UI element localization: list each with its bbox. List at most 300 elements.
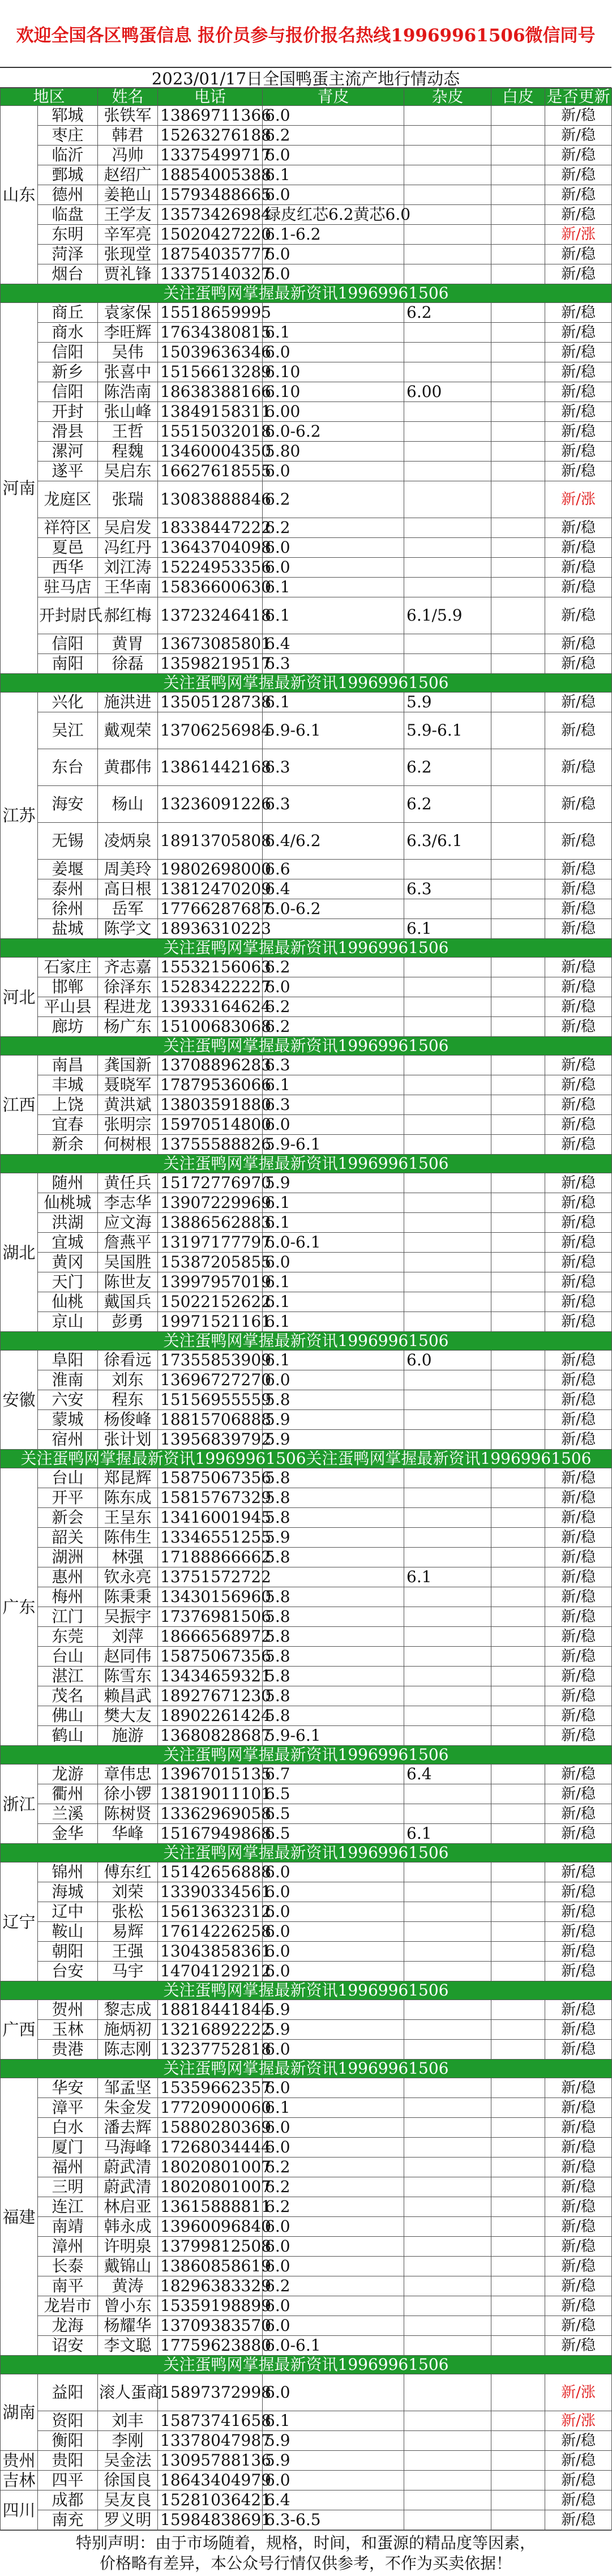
qingpi-price-cell: 5.9	[263, 2451, 404, 2471]
zapi-price-cell: 6.1/5.9	[404, 597, 491, 634]
phone-cell: 18902261424	[158, 1706, 263, 1726]
baipi-price-cell	[491, 2411, 545, 2431]
status-cell: 新/稳	[545, 2451, 612, 2471]
status-cell: 新/稳	[545, 1686, 612, 1706]
name-cell: 王华南	[98, 578, 158, 597]
city-cell: 信阳	[38, 343, 98, 362]
city-cell: 驻马店	[38, 578, 98, 597]
baipi-price-cell	[491, 558, 545, 578]
phone-cell: 13861442168	[158, 749, 263, 786]
zapi-price-cell	[404, 126, 491, 146]
phone-cell: 13860858619	[158, 2257, 263, 2276]
zapi-price-cell	[404, 1370, 491, 1390]
phone-cell: 17188866662	[158, 1548, 263, 1567]
phone-cell: 13375499717	[158, 146, 263, 165]
status-cell: 新/稳	[545, 1095, 612, 1115]
name-cell: 施炳初	[98, 2020, 158, 2040]
table-row	[1, 654, 612, 674]
table-row	[1, 185, 612, 205]
header-name: 姓名	[98, 88, 158, 106]
baipi-price-cell	[491, 2510, 545, 2530]
province-cell: 福建	[1, 2078, 38, 2356]
baipi-price-cell	[491, 422, 545, 442]
city-cell: 菏泽	[38, 245, 98, 264]
qingpi-price-cell: 5.9	[263, 1173, 404, 1193]
table-row	[1, 2431, 612, 2451]
baipi-price-cell	[491, 481, 545, 518]
baipi-price-cell	[491, 2118, 545, 2138]
name-cell: 黄胃	[98, 634, 158, 654]
name-cell: 王学友	[98, 205, 158, 225]
qingpi-price-cell: 5.8	[263, 1390, 404, 1410]
table-row	[1, 2296, 612, 2316]
table-row	[1, 2257, 612, 2276]
table-row	[1, 538, 612, 558]
name-cell: 李刚	[98, 2431, 158, 2451]
name-cell: 刘荣	[98, 1882, 158, 1902]
name-cell: 张明宗	[98, 1115, 158, 1135]
phone-cell: 18338447222	[158, 518, 263, 538]
status-cell: 新/稳	[545, 1567, 612, 1587]
phone-cell: 13799812508	[158, 2237, 263, 2257]
status-cell: 新/稳	[545, 146, 612, 165]
table-row	[1, 2336, 612, 2356]
qingpi-price-cell: 6.6	[263, 860, 404, 879]
separator-row	[1, 1037, 612, 1056]
zapi-price-cell	[404, 2490, 491, 2510]
name-cell: 张计划	[98, 1430, 158, 1450]
baipi-price-cell	[491, 1193, 545, 1213]
baipi-price-cell	[491, 1312, 545, 1332]
city-cell: 开封尉氏	[38, 597, 98, 634]
zapi-price-cell	[404, 2296, 491, 2316]
name-cell: 徐泽东	[98, 977, 158, 997]
name-cell: 蔚武清	[98, 2177, 158, 2197]
phone-cell: 13819011101	[158, 1784, 263, 1804]
qingpi-price-cell: 6.0	[263, 538, 404, 558]
name-cell: 应文海	[98, 1213, 158, 1233]
status-cell: 新/稳	[545, 1351, 612, 1370]
city-cell: 西华	[38, 558, 98, 578]
name-cell: 吴金法	[98, 2451, 158, 2471]
baipi-price-cell	[491, 2336, 545, 2356]
phone-cell: 17355853909	[158, 1351, 263, 1370]
baipi-price-cell	[491, 1253, 545, 1272]
banner: 欢迎全国各区鸭蛋信息 报价员参与报价报名热线19969961506微信同号	[16, 25, 596, 46]
baipi-price-cell	[491, 749, 545, 786]
status-cell: 新/稳	[545, 1882, 612, 1902]
status-cell: 新/稳	[545, 1193, 612, 1213]
phone-cell: 13869711366	[158, 106, 263, 126]
name-cell: 詹燕平	[98, 1233, 158, 1253]
city-cell: 南阳	[38, 654, 98, 674]
phone-cell: 15613632312	[158, 1902, 263, 1922]
qingpi-price-cell: 6.0	[263, 2296, 404, 2316]
zapi-price-cell	[404, 2451, 491, 2471]
baipi-price-cell	[491, 106, 545, 126]
status-cell: 新/稳	[545, 2118, 612, 2138]
zapi-price-cell	[404, 2020, 491, 2040]
zapi-price-cell	[404, 1488, 491, 1508]
status-cell: 新/稳	[545, 919, 612, 939]
zapi-price-cell	[404, 634, 491, 654]
baipi-price-cell	[491, 245, 545, 264]
city-cell: 漯河	[38, 442, 98, 462]
phone-cell: 19971521161	[158, 1312, 263, 1332]
baipi-price-cell	[491, 2276, 545, 2296]
qingpi-price-cell: 6.0-6.2	[263, 899, 404, 919]
baipi-price-cell	[491, 264, 545, 284]
city-cell: 朝阳	[38, 1942, 98, 1962]
table-row	[1, 823, 612, 860]
zapi-price-cell	[404, 2000, 491, 2020]
name-cell: 王强	[98, 1942, 158, 1962]
baipi-price-cell	[491, 2296, 545, 2316]
baipi-price-cell	[491, 578, 545, 597]
baipi-price-cell	[491, 1706, 545, 1726]
table-body	[1, 106, 612, 2530]
separator-row	[1, 1981, 612, 2000]
zapi-price-cell	[404, 2431, 491, 2451]
phone-cell: 13430156960	[158, 1587, 263, 1607]
name-cell: 陈树贤	[98, 1804, 158, 1824]
status-cell: 新/稳	[545, 1213, 612, 1233]
qingpi-price-cell: 6.0	[263, 2040, 404, 2060]
name-cell: 张山峰	[98, 402, 158, 422]
qingpi-price-cell: 6.2	[263, 2276, 404, 2296]
zapi-price-cell	[404, 1253, 491, 1272]
baipi-price-cell	[491, 2217, 545, 2237]
zapi-price-cell: 5.9-6.1	[404, 712, 491, 749]
table-row	[1, 1370, 612, 1390]
phone-cell: 16627618555	[158, 462, 263, 481]
phone-cell: 17376981506	[158, 1607, 263, 1627]
phone-cell: 18913705808	[158, 823, 263, 860]
phone-cell: 15156613289	[158, 362, 263, 382]
name-cell: 邹孟坚	[98, 2078, 158, 2098]
phone-cell: 15281036421	[158, 2490, 263, 2510]
phone-cell: 13907229969	[158, 1193, 263, 1213]
name-cell: 曾小东	[98, 2296, 158, 2316]
table-row	[1, 2138, 612, 2158]
status-cell: 新/稳	[545, 654, 612, 674]
city-cell: 鄄城	[38, 165, 98, 185]
baipi-price-cell	[491, 1686, 545, 1706]
city-cell: 兴化	[38, 693, 98, 712]
name-cell: 张松	[98, 1902, 158, 1922]
phone-cell: 14704129212	[158, 1962, 263, 1981]
province-cell: 江西	[1, 1056, 38, 1155]
baipi-price-cell	[491, 205, 545, 225]
status-cell: 新/稳	[545, 2217, 612, 2237]
separator-banner: 关注蛋鸭网掌握最新资讯19969961506	[1, 1332, 612, 1351]
qingpi-price-cell: 6.4/6.2	[263, 823, 404, 860]
qingpi-price-cell: 6.1	[263, 597, 404, 634]
city-cell: 开平	[38, 1488, 98, 1508]
zapi-price-cell	[404, 1312, 491, 1332]
zapi-price-cell	[404, 2158, 491, 2177]
table-row	[1, 303, 612, 323]
qingpi-price-cell: 5.9	[263, 1528, 404, 1548]
qingpi-price-cell: 6.1	[263, 2098, 404, 2118]
phone-cell: 19802698000	[158, 860, 263, 879]
phone-cell: 17720900060	[158, 2098, 263, 2118]
city-cell: 吴江	[38, 712, 98, 749]
name-cell: 龚国新	[98, 1056, 158, 1075]
baipi-price-cell	[491, 977, 545, 997]
zapi-price-cell	[404, 1135, 491, 1155]
name-cell: 张瑞	[98, 481, 158, 518]
city-cell: 三明	[38, 2177, 98, 2197]
table-row	[1, 205, 612, 225]
name-cell: 吴振宇	[98, 1607, 158, 1627]
baipi-price-cell	[491, 382, 545, 402]
status-cell: 新/稳	[545, 2138, 612, 2158]
zapi-price-cell	[404, 558, 491, 578]
city-cell: 南平	[38, 2276, 98, 2296]
zapi-price-cell	[404, 1390, 491, 1410]
status-cell: 新/稳	[545, 2078, 612, 2098]
status-cell: 新/稳	[545, 1667, 612, 1686]
phone-cell: 13197177797	[158, 1233, 263, 1253]
city-cell: 蒙城	[38, 1410, 98, 1430]
status-cell: 新/稳	[545, 1962, 612, 1981]
phone-cell: 18815706888	[158, 1410, 263, 1430]
qingpi-price-cell: 6.2	[263, 481, 404, 518]
name-cell: 戴观荣	[98, 712, 158, 749]
name-cell: 程东	[98, 1390, 158, 1410]
status-cell: 新/稳	[545, 578, 612, 597]
zapi-price-cell	[404, 165, 491, 185]
separator-row	[1, 2060, 612, 2078]
phone-cell: 18020801007	[158, 2158, 263, 2177]
baipi-price-cell	[491, 402, 545, 422]
baipi-price-cell	[491, 1370, 545, 1390]
header-region: 地区	[1, 88, 98, 106]
zapi-price-cell	[404, 1942, 491, 1962]
zapi-price-cell	[404, 1292, 491, 1312]
qingpi-price-cell: 6.0	[263, 343, 404, 362]
phone-cell: 15224953356	[158, 558, 263, 578]
table-row	[1, 225, 612, 245]
qingpi-price-cell: 6.1	[263, 1292, 404, 1312]
name-cell: 林强	[98, 1548, 158, 1567]
qingpi-price-cell: 6.0	[263, 245, 404, 264]
qingpi-price-cell: 6.5	[263, 1784, 404, 1804]
page-title: 2023/01/17日全国鸭蛋主流产地行情动态	[0, 67, 611, 88]
zapi-price-cell	[404, 362, 491, 382]
phone-cell: 15156955559	[158, 1390, 263, 1410]
baipi-price-cell	[491, 1488, 545, 1508]
zapi-price-cell	[404, 1017, 491, 1037]
table-row	[1, 634, 612, 654]
city-cell: 烟台	[38, 264, 98, 284]
status-cell: 新/稳	[545, 323, 612, 343]
qingpi-price-cell: 6.5	[263, 1804, 404, 1824]
zapi-price-cell	[404, 1410, 491, 1430]
phone-cell: 13723246418	[158, 597, 263, 634]
qingpi-price-cell: 5.8	[263, 1508, 404, 1528]
phone-cell: 13755588826	[158, 1135, 263, 1155]
city-cell: 梅州	[38, 1587, 98, 1607]
city-cell: 郓城	[38, 106, 98, 126]
table-row	[1, 146, 612, 165]
qingpi-price-cell: 6.3	[263, 786, 404, 823]
table-row	[1, 1667, 612, 1686]
table-row	[1, 1193, 612, 1213]
qingpi-price-cell: 6.2	[263, 997, 404, 1017]
phone-cell: 13598219517	[158, 654, 263, 674]
table-row	[1, 343, 612, 362]
baipi-price-cell	[491, 323, 545, 343]
name-cell: 许明泉	[98, 2237, 158, 2257]
table-row	[1, 1647, 612, 1667]
phone-cell: 18854005388	[158, 165, 263, 185]
city-cell: 新乡	[38, 362, 98, 382]
phone-cell: 15836600630	[158, 578, 263, 597]
zapi-price-cell	[404, 518, 491, 538]
city-cell: 滑县	[38, 422, 98, 442]
province-cell: 浙江	[1, 1765, 38, 1844]
phone-cell: 15167949868	[158, 1824, 263, 1844]
province-cell: 广东	[1, 1468, 38, 1746]
table-row	[1, 2237, 612, 2257]
zapi-price-cell: 6.1	[404, 1824, 491, 1844]
table-row	[1, 1627, 612, 1647]
city-cell: 宜春	[38, 1115, 98, 1135]
baipi-price-cell	[491, 1508, 545, 1528]
status-cell: 新/稳	[545, 2020, 612, 2040]
zapi-price-cell: 6.0	[404, 1351, 491, 1370]
name-cell: 林启亚	[98, 2197, 158, 2217]
qingpi-price-cell: 5.9	[263, 1430, 404, 1450]
city-cell: 长泰	[38, 2257, 98, 2276]
phone-cell: 18936310223	[158, 919, 263, 939]
table-row	[1, 1508, 612, 1528]
baipi-price-cell	[491, 1213, 545, 1233]
table-row	[1, 1233, 612, 1253]
zapi-price-cell	[404, 1548, 491, 1567]
status-cell: 新/稳	[545, 899, 612, 919]
baipi-price-cell	[491, 2237, 545, 2257]
status-cell: 新/稳	[545, 2336, 612, 2356]
table-row	[1, 1548, 612, 1567]
disclaimer-line: 特别声明：由于市场随着，规格，时间，和蛋源的精品度等因素，	[75, 2534, 536, 2552]
status-cell: 新/稳	[545, 2158, 612, 2177]
baipi-price-cell	[491, 1351, 545, 1370]
separator-banner: 关注蛋鸭网掌握最新资讯19969961506	[1, 284, 612, 303]
name-cell: 王呈东	[98, 1508, 158, 1528]
table-row	[1, 578, 612, 597]
phone-cell: 13960096840	[158, 2217, 263, 2237]
qingpi-price-cell: 6.0	[263, 1942, 404, 1962]
status-cell: 新/稳	[545, 977, 612, 997]
city-cell: 华安	[38, 2078, 98, 2098]
qingpi-price-cell: 6.0	[263, 2138, 404, 2158]
baipi-price-cell	[491, 2316, 545, 2336]
status-cell: 新/稳	[545, 2197, 612, 2217]
status-cell: 新/稳	[545, 558, 612, 578]
phone-cell: 13083888846	[158, 481, 263, 518]
separator-banner: 关注蛋鸭网掌握最新资讯19969961506	[1, 1746, 612, 1765]
baipi-price-cell	[491, 1804, 545, 1824]
name-cell: 徐看远	[98, 1351, 158, 1370]
zapi-price-cell	[404, 106, 491, 126]
qingpi-price-cell	[263, 303, 404, 323]
zapi-price-cell	[404, 1233, 491, 1253]
baipi-price-cell	[491, 2000, 545, 2020]
name-cell: 王哲	[98, 422, 158, 442]
qingpi-price-cell: 5.9-6.1	[263, 712, 404, 749]
city-cell: 衡阳	[38, 2431, 98, 2451]
status-cell: 新/稳	[545, 185, 612, 205]
city-cell: 台山	[38, 1468, 98, 1488]
baipi-price-cell	[491, 2040, 545, 2060]
city-cell: 开封	[38, 402, 98, 422]
table-row	[1, 1488, 612, 1508]
name-cell: 马宇	[98, 1962, 158, 1981]
status-cell: 新/涨	[545, 2374, 612, 2411]
table-row	[1, 1075, 612, 1095]
name-cell: 黄涛	[98, 2276, 158, 2296]
name-cell: 李旺辉	[98, 323, 158, 343]
baipi-price-cell	[491, 712, 545, 749]
table-row	[1, 1804, 612, 1824]
zapi-price-cell	[404, 1213, 491, 1233]
qingpi-price-cell: 6.3	[263, 654, 404, 674]
table-row	[1, 749, 612, 786]
baipi-price-cell	[491, 634, 545, 654]
qingpi-price-cell: 6.2	[263, 518, 404, 538]
city-cell: 泰州	[38, 879, 98, 899]
city-cell: 鹤山	[38, 1726, 98, 1746]
status-cell: 新/稳	[545, 245, 612, 264]
table-row	[1, 422, 612, 442]
zapi-price-cell: 6.3	[404, 879, 491, 899]
baipi-price-cell	[491, 2257, 545, 2276]
baipi-price-cell	[491, 1468, 545, 1488]
zapi-price-cell	[404, 1962, 491, 1981]
qingpi-price-cell: 5.8	[263, 1468, 404, 1488]
city-cell: 丰城	[38, 1075, 98, 1095]
qingpi-price-cell: 6.0	[263, 1115, 404, 1135]
name-cell: 陈学文	[98, 919, 158, 939]
baipi-price-cell	[491, 1765, 545, 1784]
status-cell: 新/稳	[545, 362, 612, 382]
zapi-price-cell	[404, 1528, 491, 1548]
baipi-price-cell	[491, 1824, 545, 1844]
qingpi-price-cell: 6.0	[263, 1370, 404, 1390]
qingpi-price-cell: 6.0	[263, 462, 404, 481]
qingpi-price-cell: 6.0-6.1	[263, 2336, 404, 2356]
status-cell: 新/稳	[545, 126, 612, 146]
qingpi-price-cell: 6.1	[263, 2411, 404, 2431]
baipi-price-cell	[491, 2451, 545, 2471]
zapi-price-cell	[404, 2411, 491, 2431]
city-cell: 新余	[38, 1135, 98, 1155]
table-row	[1, 1706, 612, 1726]
zapi-price-cell	[404, 2276, 491, 2296]
phone-cell: 13216892222	[158, 2020, 263, 2040]
qingpi-price-cell: 5.8	[263, 1667, 404, 1686]
city-cell: 天门	[38, 1272, 98, 1292]
zapi-price-cell: 6.2	[404, 303, 491, 323]
qingpi-price-cell: 6.3-6.5	[263, 2510, 404, 2530]
zapi-price-cell	[404, 1115, 491, 1135]
zapi-price-cell	[404, 2217, 491, 2237]
city-cell: 益阳	[38, 2374, 98, 2411]
baipi-price-cell	[491, 225, 545, 245]
